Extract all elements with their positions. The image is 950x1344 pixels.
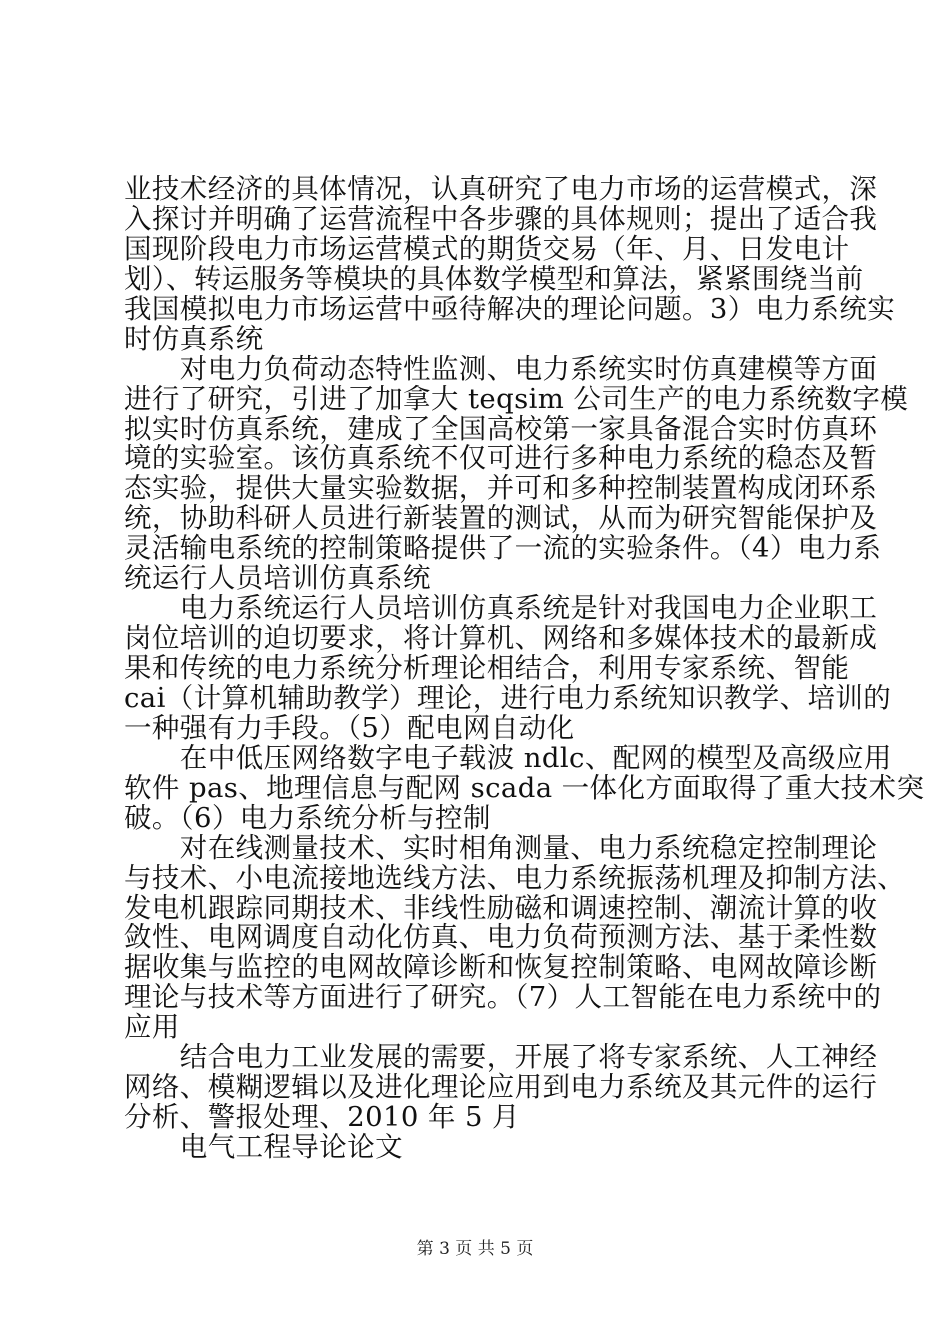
- text-line: 入探讨并明确了运营流程中各步骤的具体规则；提出了适合我: [124, 203, 878, 235]
- text-line: 电气工程导论论文: [124, 1131, 403, 1163]
- text-line: 统运行人员培训仿真系统: [124, 562, 431, 594]
- text-line: 统，协助科研人员进行新装置的测试，从而为研究智能保护及: [124, 502, 878, 534]
- text-line: 理论与技术等方面进行了研究。（7）人工智能在电力系统中的: [124, 981, 882, 1013]
- text-line: 岗位培训的迫切要求，将计算机、网络和多媒体技术的最新成: [124, 622, 878, 654]
- text-line: 破。（6）电力系统分析与控制: [124, 802, 491, 834]
- text-line: 对电力负荷动态特性监测、电力系统实时仿真建模等方面: [124, 353, 878, 385]
- text-line: 对在线测量技术、实时相角测量、电力系统稳定控制理论: [124, 832, 878, 864]
- text-line: 态实验，提供大量实验数据，并可和多种控制装置构成闭环系: [124, 472, 878, 504]
- text-line: 分析、警报处理、2010 年 5 月: [124, 1101, 520, 1133]
- text-line: 果和传统的电力系统分析理论相结合，利用专家系统、智能: [124, 652, 850, 684]
- text-line: cai（计算机辅助教学）理论，进行电力系统知识教学、培训的: [124, 682, 892, 714]
- text-line: 国现阶段电力市场运营模式的期货交易（年、月、日发电计: [124, 233, 850, 265]
- text-line: 敛性、电网调度自动化仿真、电力负荷预测方法、基于柔性数: [124, 921, 878, 953]
- text-line: 据收集与监控的电网故障诊断和恢复控制策略、电网故障诊断: [124, 951, 878, 983]
- text-line: 电力系统运行人员培训仿真系统是针对我国电力企业职工: [124, 592, 878, 624]
- page-number-footer: 第 3 页 共 5 页: [416, 1239, 534, 1259]
- text-line: 发电机跟踪同期技术、非线性励磁和调速控制、潮流计算的收: [124, 892, 878, 924]
- text-line: 与技术、小电流接地选线方法、电力系统振荡机理及抑制方法、: [124, 862, 906, 894]
- text-line: 划）、转运服务等模块的具体数学模型和算法，紧紧围绕当前: [124, 263, 864, 295]
- text-line: 境的实验室。该仿真系统不仅可进行多种电力系统的稳态及暂: [124, 442, 878, 474]
- text-line: 进行了研究，引进了加拿大 teqsim 公司生产的电力系统数字模: [124, 383, 909, 415]
- text-line: 在中低压网络数字电子载波 ndlc、配网的模型及高级应用: [124, 742, 892, 774]
- text-line: 时仿真系统: [124, 323, 264, 355]
- text-line: 我国模拟电力市场运营中亟待解决的理论问题。3）电力系统实: [124, 293, 896, 325]
- text-line: 业技术经济的具体情况，认真研究了电力市场的运营模式，深: [124, 173, 878, 205]
- text-line: 结合电力工业发展的需要，开展了将专家系统、人工神经: [124, 1041, 878, 1073]
- text-line: 应用: [124, 1011, 180, 1043]
- text-line: 拟实时仿真系统，建成了全国高校第一家具备混合实时仿真环: [124, 413, 878, 445]
- text-line: 灵活输电系统的控制策略提供了一流的实验条件。（4）电力系: [124, 532, 882, 564]
- text-line: 一种强有力手段。（5）配电网自动化: [124, 712, 575, 744]
- text-line: 网络、模糊逻辑以及进化理论应用到电力系统及其元件的运行: [124, 1071, 878, 1103]
- text-line: 软件 pas、地理信息与配网 scada 一体化方面取得了重大技术突: [124, 772, 925, 804]
